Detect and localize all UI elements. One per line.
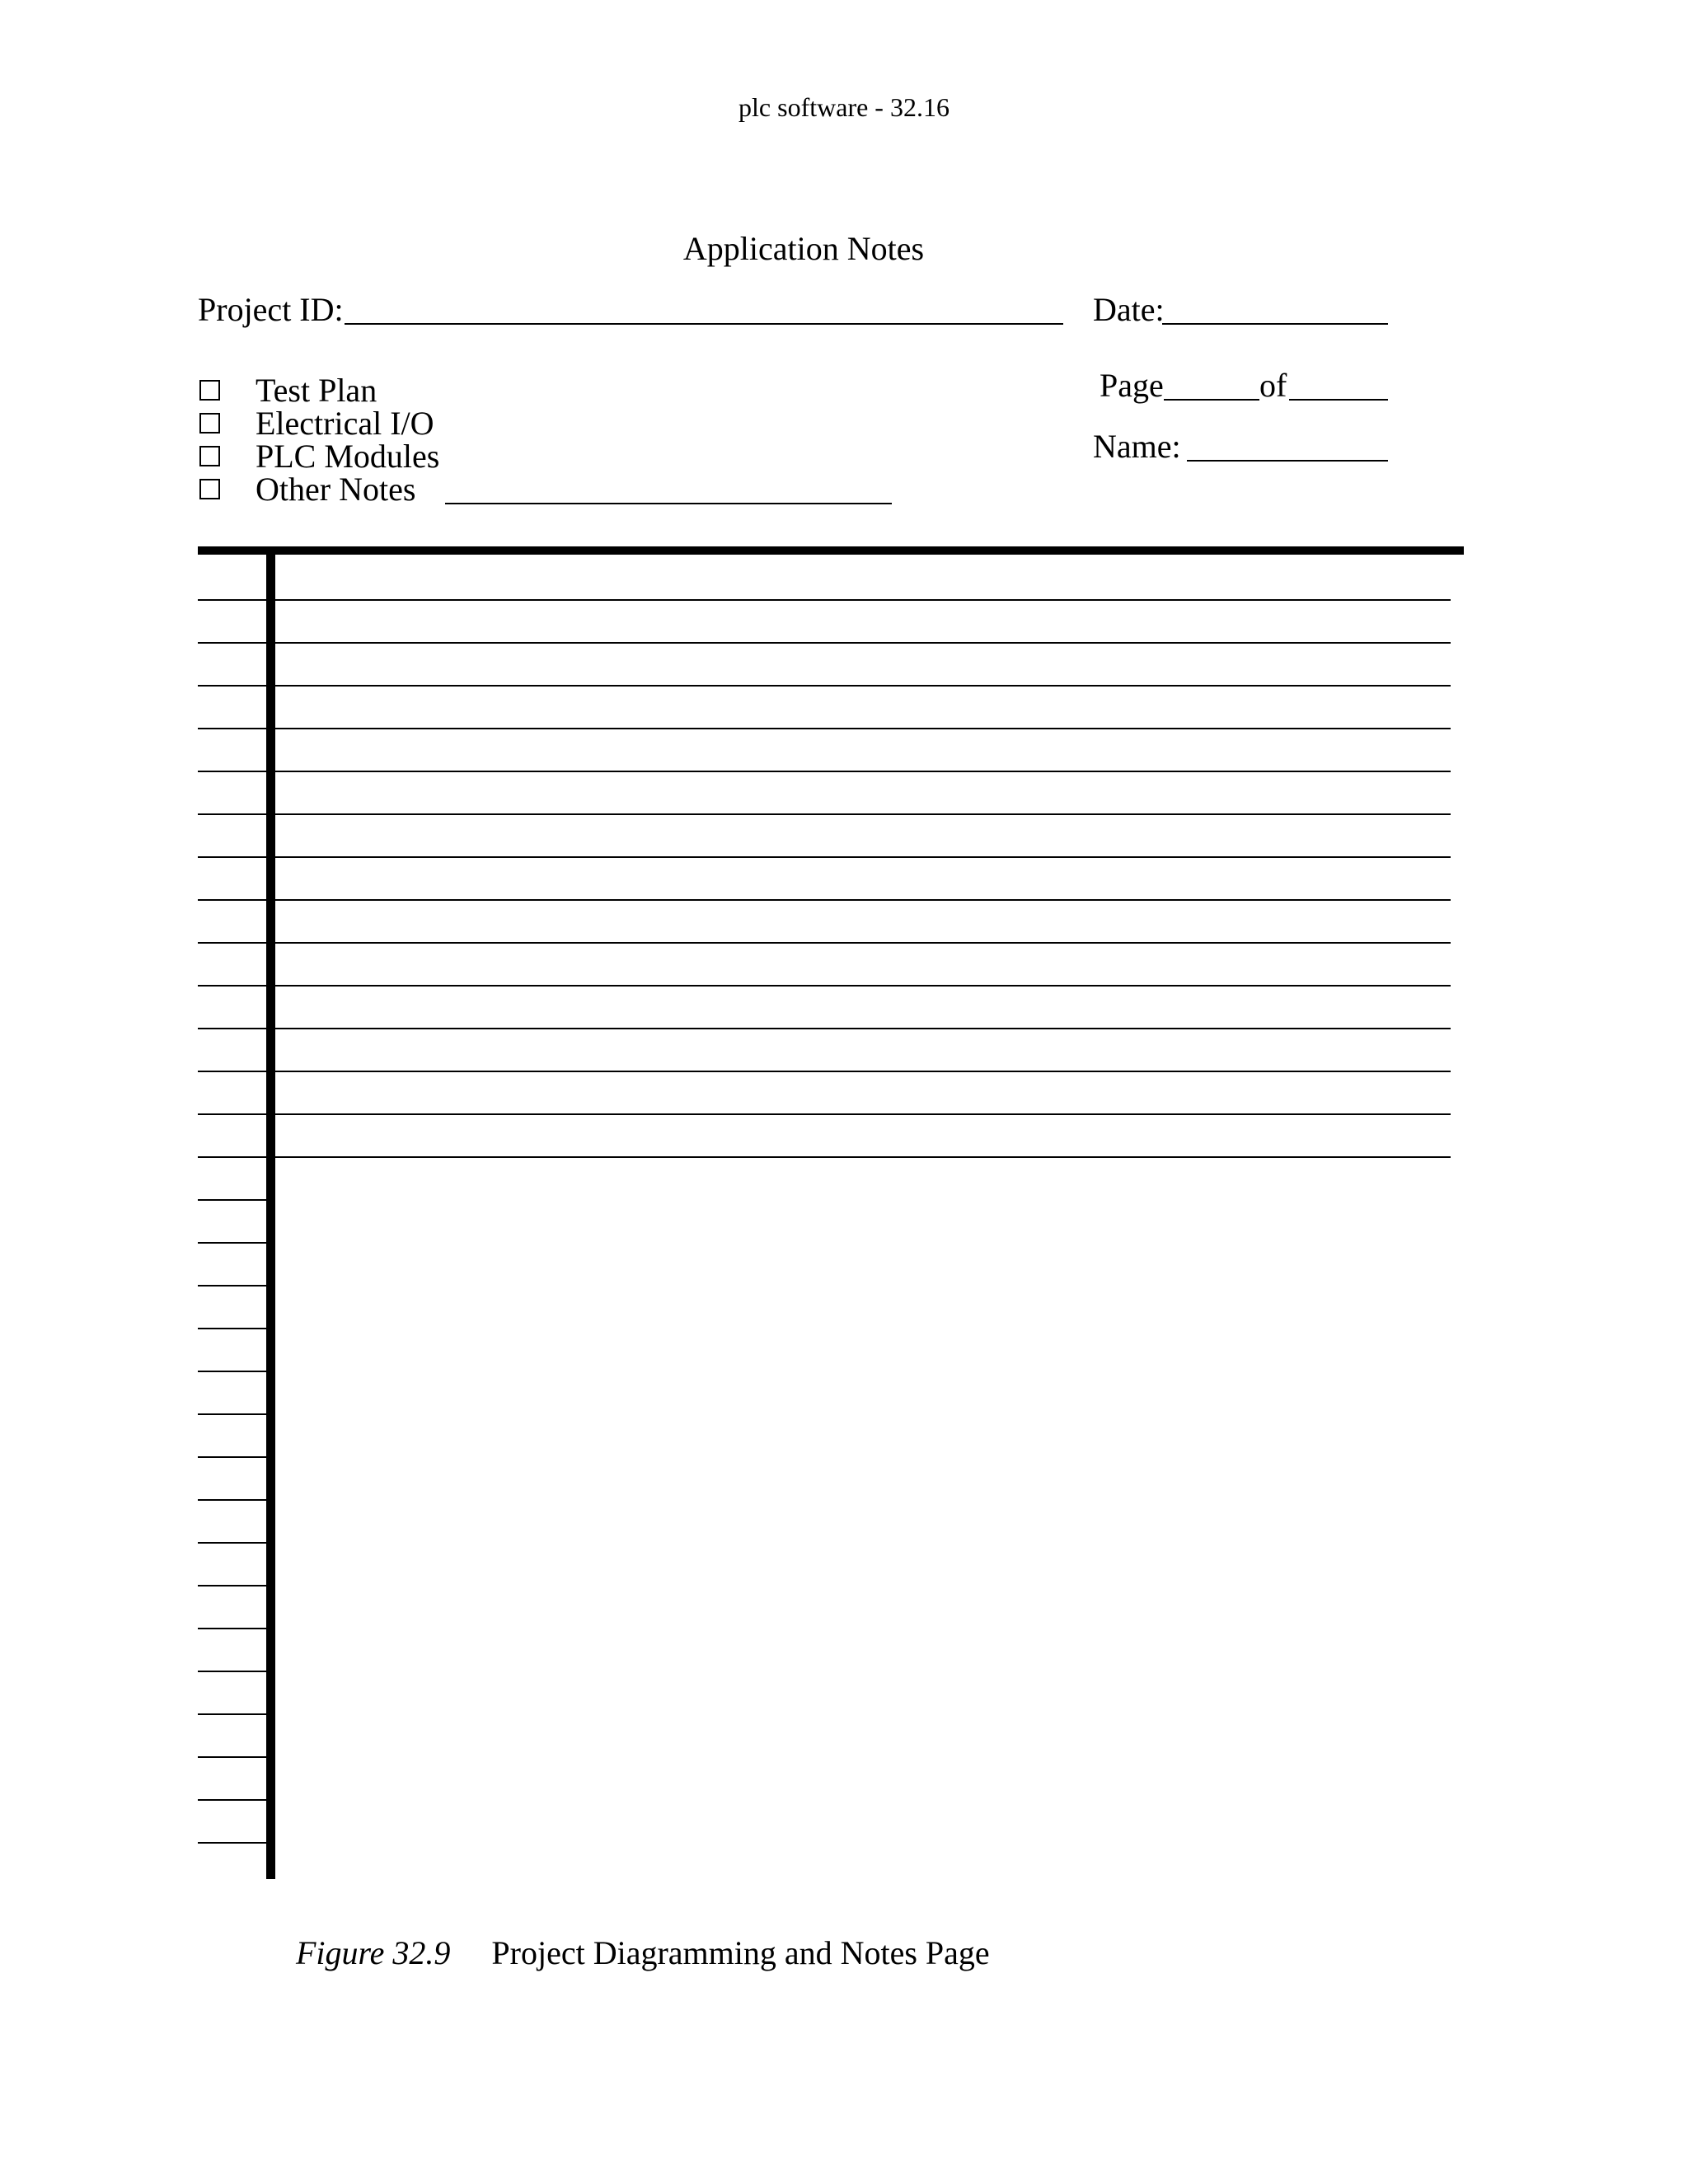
page-label: Page — [1100, 367, 1164, 404]
notes-area-top-rule — [198, 546, 1464, 555]
plc-modules-checkbox[interactable] — [199, 446, 220, 466]
ruled-line — [198, 728, 1451, 729]
figure-caption — [296, 1933, 990, 1972]
ruled-line — [198, 942, 1451, 944]
page-number-field[interactable] — [1164, 399, 1259, 401]
margin-ruled-line — [198, 1499, 269, 1501]
ruled-line — [198, 856, 1451, 858]
margin-ruled-line — [198, 1371, 269, 1372]
form-title: Application Notes — [682, 230, 925, 267]
ruled-line — [198, 899, 1451, 901]
ruled-line — [198, 1156, 1451, 1158]
electrical-io-label: Electrical I/O — [256, 405, 434, 442]
other-notes-checkbox[interactable] — [199, 479, 220, 499]
margin-ruled-line — [198, 1671, 269, 1672]
ruled-line — [198, 642, 1451, 644]
ruled-line — [198, 1113, 1451, 1115]
margin-ruled-line — [198, 1328, 269, 1329]
margin-ruled-line — [198, 1199, 269, 1201]
margin-ruled-line — [198, 1842, 269, 1844]
margin-ruled-line — [198, 1542, 269, 1544]
project-id-label: Project ID: — [198, 291, 344, 328]
date-field[interactable] — [1162, 323, 1388, 325]
figure-label: Figure 32.9 — [296, 1934, 451, 1971]
electrical-io-checkbox[interactable] — [199, 413, 220, 434]
notes-margin-bar — [266, 551, 275, 1879]
other-notes-label: Other Notes — [256, 471, 416, 508]
ruled-line — [198, 599, 1451, 601]
name-field[interactable] — [1187, 460, 1388, 462]
ruled-line — [198, 1071, 1451, 1072]
test-plan-checkbox[interactable] — [199, 380, 220, 401]
margin-ruled-line — [198, 1628, 269, 1629]
page-total-field[interactable] — [1289, 399, 1388, 401]
page-of-label: of — [1259, 367, 1287, 404]
margin-ruled-line — [198, 1756, 269, 1758]
margin-ruled-line — [198, 1456, 269, 1458]
ruled-line — [198, 985, 1451, 987]
ruled-line — [198, 813, 1451, 815]
margin-ruled-line — [198, 1713, 269, 1715]
margin-ruled-line — [198, 1799, 269, 1801]
name-label: Name: — [1093, 428, 1181, 465]
margin-ruled-line — [198, 1585, 269, 1586]
project-id-field[interactable] — [345, 323, 1063, 325]
ruled-line — [198, 685, 1451, 687]
margin-ruled-line — [198, 1413, 269, 1415]
ruled-line — [198, 771, 1451, 772]
margin-ruled-line — [198, 1242, 269, 1244]
test-plan-label: Test Plan — [256, 372, 377, 409]
figure-title: Project Diagramming and Notes Page — [491, 1934, 990, 1971]
plc-modules-label: PLC Modules — [256, 438, 440, 475]
other-notes-field[interactable] — [445, 503, 892, 504]
date-label: Date: — [1093, 291, 1165, 328]
ruled-line — [198, 1028, 1451, 1029]
margin-ruled-line — [198, 1285, 269, 1286]
running-header: plc software - 32.16 — [738, 92, 950, 122]
